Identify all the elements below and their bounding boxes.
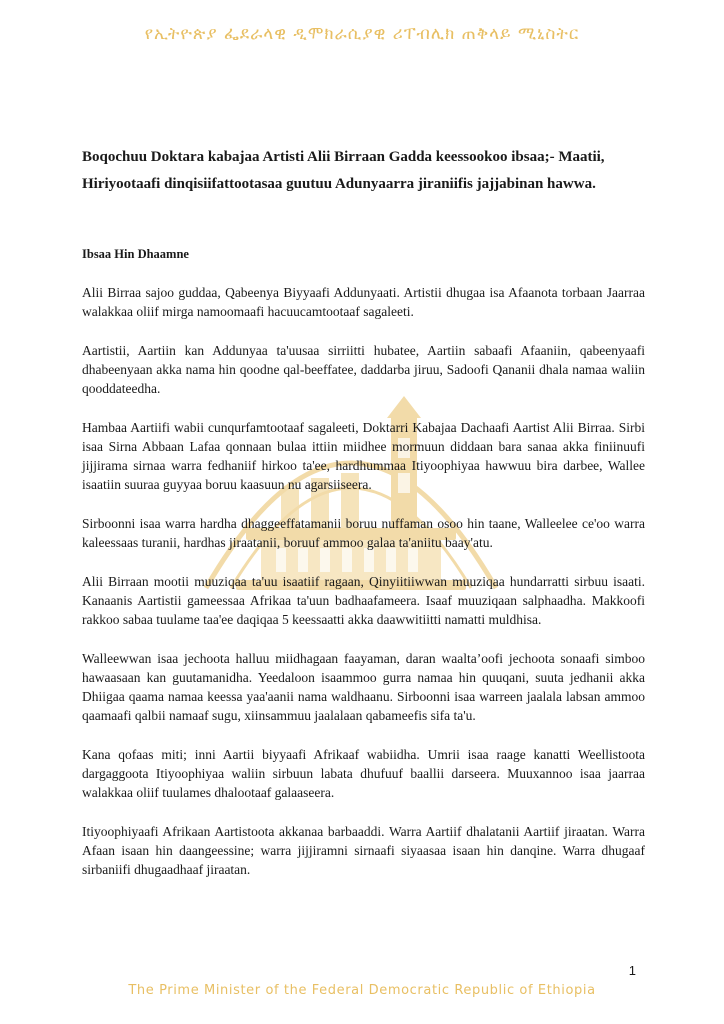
document-subheading: Ibsaa Hin Dhaamne bbox=[82, 247, 189, 261]
document-body bbox=[82, 283, 645, 899]
paragraph-2: Aartistii, Aartiin kan Addunyaa ta'uusaa sirriitti hubatee, Aartiin sabaafi Afaaniin, qabeenyaafi dhabeenyaan akka nama hin qoodne qal-beeffatee, daddarba jiruu, Sadoofi Qananii dhala namaa waliin qooddateedha. bbox=[82, 343, 645, 396]
paragraph-5: Alii Birraan mootii muuziqaa ta'uu isaatiif ragaan, Qinyiitiiwwan muuziqaa hundarratti sirbuu isaati. Kanaanis Aartistii gameessaa Afrikaa ta'uun badhaafameera. Isaaf muuziqaan salphaadha. Makkoofi rakkoo sabaa tuulame taa'ee daqiqaa 5 keessaatti akka daawwitiitti namatti muldhisa. bbox=[82, 574, 645, 627]
header-amharic-title: የኢትዮጵያ ፌደራላዊ ዲሞክራሲያዊ ሪፐብሊክ ጠቅላይ ሚኒስትር bbox=[144, 24, 580, 44]
paragraph-4: Sirboonni isaa warra hardha dhaggeeffatamanii boruu nuffaman osoo hin taane, Walleelee ce'oo warra kaleessaas turanii, hardhas jiraatanii, boruuf ammoo galaa ta'aniitu baay'atu. bbox=[82, 516, 645, 550]
paragraph-8: Itiyoophiyaafi Afrikaan Aartistoota akkanaa barbaaddi. Warra Aartiif dhalatanii Aartiif jiraatan. Warra Afaan isaan hin daangeessine; warra jijjiramni sirnaafi siyaasaa isaan hin danqine. Warra dhugaaf sirbaniifi dhugaadhaaf jiraatan. bbox=[82, 824, 645, 877]
paragraph-6: Walleewwan isaa jechoota halluu miidhagaan faayaman, daran waalta’oofi jechoota sonaafi simboo hawaasaan kan guutamanidha. Yeedaloon isaammoo gurra namaa hin quuqani, suuta jedhanii akka Dhiigaa qaama namaa keessa yaa'aanii nama waldhaanu. Sirboonni isaa warreen jaalala labsan ammoo qaamaafi qalbii namaaf sugu, xiinsammuu jaalalaan qabameefis sifa ta'u. bbox=[82, 651, 645, 723]
page-number: 1 bbox=[628, 963, 636, 978]
paragraph-7: Kana qofaas miti; inni Aartii biyyaafi Afrikaaf wabiidha. Umrii isaa raage kanatti Weellistoota dargaggoota Itiyoophiyaa waliin sirbuun labata dhufuuf baallii darseera. Muuxannoo isaa jaarraa walakkaa oliif tuulames dhalootaaf galaaseera. bbox=[82, 747, 645, 800]
document-title: Boqochuu Doktara kabajaa Artisti Alii Birraan Gadda keessookoo ibsaa;- Maatii, Hiriyootaafi dinqisiifattootasaa guutuu Adunyaarra jiraniifis jajjabinan hawwa. bbox=[82, 149, 605, 192]
footer-english-title: The Prime Minister of the Federal Democratic Republic of Ethiopia bbox=[128, 983, 596, 998]
paragraph-3: Hambaa Aartiifi wabii cunqurfamtootaaf sagaleeti, Doktarri Kabajaa Dachaafi Aartist Alii Birraa. Sirbi isaa Sirna Abbaan Lafaa qonnaan bulaa ittiin miidhee mormuun diddaan bara sanaa akka finiinuufi jijjirama sirnaa warra fedhaniif hirkoo ta'ee, hardhummaa Itiyoophiyaa hawwuu bira darbee, Wallee isaatiin suuraa guyyaa boruu kaasuun nu agarsiiseera. bbox=[82, 420, 645, 492]
paragraph-1: Alii Birraa sajoo guddaa, Qabeenya Biyyaafi Addunyaati. Artistii dhugaa isa Afaanota torbaan Jaarraa walakkaa oliif mirga namoomaafi hacuucamtootaaf sagaleeti. bbox=[82, 285, 645, 319]
